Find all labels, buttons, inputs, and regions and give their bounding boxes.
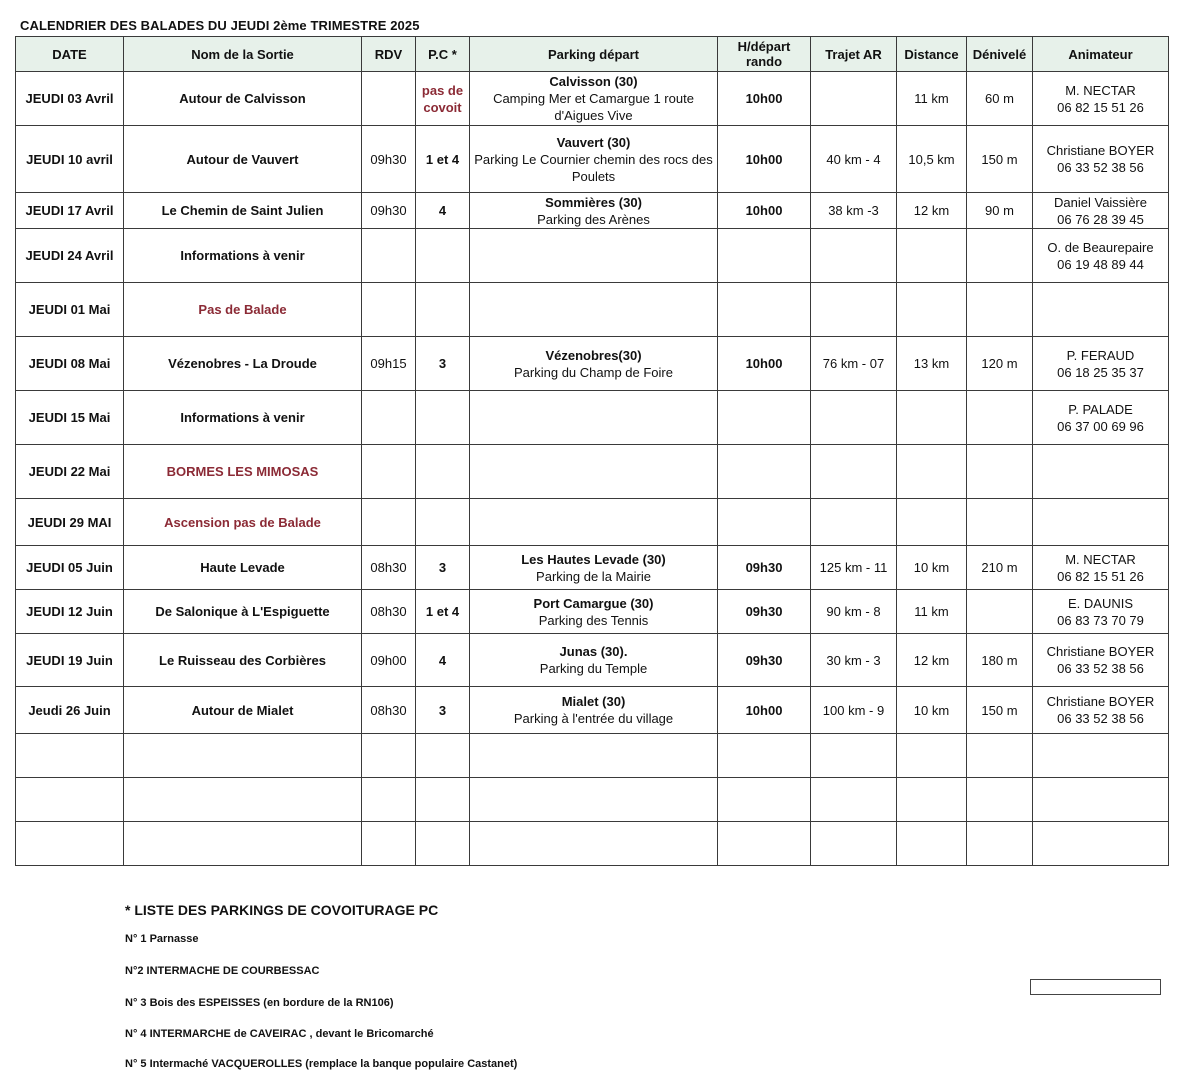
parking-town: Vézenobres(30) (545, 347, 642, 363)
table-row (16, 126, 1169, 193)
cell-date: JEUDI 01 Mai (16, 283, 124, 337)
cell-animateur (1033, 546, 1169, 590)
cell-rdv: 08h30 (362, 546, 416, 590)
cell-date: JEUDI 29 MAI (16, 499, 124, 546)
cell-name: Informations à venir (124, 229, 362, 283)
animateur-phone: 06 82 15 51 26 (1057, 568, 1144, 584)
cell-name: Pas de Balade (124, 283, 362, 337)
animateur-phone: 06 33 52 38 56 (1057, 711, 1144, 726)
empty-cell (718, 778, 811, 822)
cell-date: JEUDI 05 Juin (16, 546, 124, 590)
cell-parking (470, 229, 718, 283)
col-header-hdep: H/départ rando (718, 37, 811, 72)
animateur-name: Daniel Vaissière (1054, 194, 1147, 210)
cell-parking (470, 72, 718, 126)
empty-cell (16, 822, 124, 866)
cell-rdv (362, 72, 416, 126)
cell-rdv (362, 445, 416, 499)
cell-name: Ascension pas de Balade (124, 499, 362, 546)
cell-animateur (1033, 72, 1169, 126)
cell-pc (416, 283, 470, 337)
cell-trajet (811, 72, 897, 126)
cell-animateur (1033, 634, 1169, 687)
parking-town: Junas (30). (559, 644, 628, 659)
cell-distance (897, 283, 967, 337)
cell-pc (416, 499, 470, 546)
cell-rdv (362, 499, 416, 546)
cell-trajet: 76 km - 07 (811, 337, 897, 391)
cell-hdep: 10h00 (718, 72, 811, 126)
empty-cell (16, 734, 124, 778)
cell-denivele (967, 499, 1033, 546)
cell-parking (470, 126, 718, 193)
legend-heading: * LISTE DES PARKINGS DE COVOITURAGE PC (125, 902, 439, 918)
cell-pc (416, 391, 470, 445)
col-header-trajet: Trajet AR (811, 37, 897, 72)
cell-parking (470, 193, 718, 229)
empty-cell (897, 734, 967, 778)
empty-stamp-box (1030, 979, 1161, 995)
empty-cell (718, 822, 811, 866)
cell-rdv (362, 283, 416, 337)
cell-rdv: 09h30 (362, 193, 416, 229)
cell-date: JEUDI 24 Avril (16, 229, 124, 283)
table-row (16, 72, 1169, 126)
parking-detail: Parking du Temple (539, 661, 648, 676)
cell-date: JEUDI 08 Mai (16, 337, 124, 391)
cell-trajet (811, 499, 897, 546)
legend-item: N° 3 Bois des ESPEISSES (en bordure de la RN106) (125, 997, 394, 1009)
cell-hdep: 09h30 (718, 634, 811, 687)
cell-distance (897, 445, 967, 499)
cell-distance (897, 391, 967, 445)
cell-date: JEUDI 12 Juin (16, 590, 124, 634)
parking-town: Vauvert (30) (556, 134, 631, 150)
cell-hdep (718, 229, 811, 283)
cell-denivele: 60 m (967, 72, 1033, 126)
cell-rdv: 08h30 (362, 687, 416, 734)
animateur-phone: 06 33 52 38 56 (1057, 661, 1144, 676)
cell-parking (470, 546, 718, 590)
empty-cell (967, 822, 1033, 866)
parking-town: Les Hautes Levade (30) (521, 551, 666, 567)
cell-rdv: 09h15 (362, 337, 416, 391)
empty-cell (362, 734, 416, 778)
empty-cell (1033, 778, 1169, 822)
cell-animateur (1033, 229, 1169, 283)
animateur-name: P. PALADE (1068, 401, 1133, 417)
empty-cell (967, 734, 1033, 778)
animateur-phone: 06 76 28 39 45 (1057, 211, 1144, 227)
cell-denivele (967, 590, 1033, 634)
empty-cell (897, 822, 967, 866)
animateur-name: M. NECTAR (1065, 82, 1136, 98)
parking-detail: Camping Mer et Camargue 1 route d'Aigues Vive (493, 91, 694, 123)
parking-town: Port Camargue (30) (533, 595, 654, 611)
cell-parking (470, 283, 718, 337)
cell-pc (416, 229, 470, 283)
table-row (16, 283, 1169, 337)
cell-pc: 3 (416, 687, 470, 734)
cell-rdv (362, 391, 416, 445)
cell-parking (470, 499, 718, 546)
table-row (16, 687, 1169, 734)
cell-pc: 1 et 4 (416, 590, 470, 634)
cell-date: JEUDI 10 avril (16, 126, 124, 193)
cell-denivele (967, 229, 1033, 283)
cell-parking (470, 590, 718, 634)
animateur-phone: 06 83 73 70 79 (1057, 612, 1144, 628)
cell-parking (470, 687, 718, 734)
cell-name: Haute Levade (124, 546, 362, 590)
animateur-phone: 06 37 00 69 96 (1057, 418, 1144, 434)
cell-trajet: 90 km - 8 (811, 590, 897, 634)
col-header-pc: P.C * (416, 37, 470, 72)
table-header-row (16, 37, 1169, 72)
cell-pc (416, 445, 470, 499)
cell-animateur (1033, 193, 1169, 229)
cell-name: Le Chemin de Saint Julien (124, 193, 362, 229)
cell-date: Jeudi 26 Juin (16, 687, 124, 734)
legend-item: N° 5 Intermaché VACQUEROLLES (remplace la banque populaire Castanet) (125, 1058, 518, 1070)
animateur-phone: 06 33 52 38 56 (1057, 160, 1144, 175)
cell-distance (897, 499, 967, 546)
cell-distance: 12 km (897, 634, 967, 687)
cell-pc: 1 et 4 (416, 126, 470, 193)
cell-pc: 4 (416, 193, 470, 229)
col-header-parking: Parking départ (470, 37, 718, 72)
cell-distance: 10 km (897, 546, 967, 590)
cell-distance: 10 km (897, 687, 967, 734)
cell-denivele: 150 m (967, 126, 1033, 193)
empty-cell (124, 734, 362, 778)
table-row (16, 391, 1169, 445)
col-header-date: DATE (16, 37, 124, 72)
empty-cell (416, 822, 470, 866)
col-header-denivele: Dénivelé (967, 37, 1033, 72)
cell-trajet (811, 229, 897, 283)
animateur-name: O. de Beaurepaire (1047, 239, 1154, 255)
table-row (16, 590, 1169, 634)
cell-date: JEUDI 03 Avril (16, 72, 124, 126)
empty-cell (967, 778, 1033, 822)
animateur-phone: 06 18 25 35 37 (1057, 364, 1144, 380)
table-row (16, 193, 1169, 229)
cell-hdep: 09h30 (718, 590, 811, 634)
empty-row (16, 778, 1169, 822)
cell-trajet: 100 km - 9 (811, 687, 897, 734)
cell-rdv (362, 229, 416, 283)
cell-animateur (1033, 445, 1169, 499)
cell-date: JEUDI 17 Avril (16, 193, 124, 229)
parking-town: Mialet (30) (561, 694, 626, 709)
cell-distance: 12 km (897, 193, 967, 229)
cell-denivele: 120 m (967, 337, 1033, 391)
cell-animateur (1033, 337, 1169, 391)
cell-animateur (1033, 590, 1169, 634)
parking-detail: Parking des Tennis (538, 612, 649, 628)
cell-pc: 4 (416, 634, 470, 687)
table-row (16, 229, 1169, 283)
cell-distance: 13 km (897, 337, 967, 391)
cell-name: Vézenobres - La Droude (124, 337, 362, 391)
cell-distance: 10,5 km (897, 126, 967, 193)
cell-name: De Salonique à L'Espiguette (124, 590, 362, 634)
empty-cell (1033, 822, 1169, 866)
table-row (16, 337, 1169, 391)
cell-trajet: 38 km -3 (811, 193, 897, 229)
cell-pc: 3 (416, 546, 470, 590)
table-row (16, 634, 1169, 687)
cell-distance: 11 km (897, 72, 967, 126)
table-row (16, 546, 1169, 590)
empty-cell (470, 822, 718, 866)
cell-denivele: 90 m (967, 193, 1033, 229)
animateur-name: Christiane BOYER (1046, 644, 1155, 659)
cell-name: Informations à venir (124, 391, 362, 445)
parking-detail: Parking des Arènes (537, 211, 650, 227)
parking-detail: Parking du Champ de Foire (514, 364, 673, 380)
parking-detail: Parking Le Cournier chemin des rocs des Poulets (474, 151, 713, 184)
empty-row (16, 822, 1169, 866)
cell-rdv: 08h30 (362, 590, 416, 634)
empty-cell (811, 734, 897, 778)
col-header-animateur: Animateur (1033, 37, 1169, 72)
cell-trajet (811, 391, 897, 445)
cell-denivele (967, 283, 1033, 337)
col-header-distance: Distance (897, 37, 967, 72)
parking-detail: Parking à l'entrée du village (513, 711, 674, 726)
cell-animateur (1033, 126, 1169, 193)
empty-cell (470, 734, 718, 778)
cell-distance: 11 km (897, 590, 967, 634)
empty-cell (1033, 734, 1169, 778)
animateur-name: E. DAUNIS (1067, 595, 1133, 611)
cell-trajet: 30 km - 3 (811, 634, 897, 687)
cell-animateur (1033, 283, 1169, 337)
empty-cell (416, 734, 470, 778)
legend-item: N°2 INTERMACHE DE COURBESSAC (125, 965, 320, 977)
empty-cell (718, 734, 811, 778)
cell-animateur (1033, 687, 1169, 734)
cell-parking (470, 634, 718, 687)
cell-trajet: 40 km - 4 (811, 126, 897, 193)
cell-trajet (811, 283, 897, 337)
cell-distance (897, 229, 967, 283)
cell-parking (470, 445, 718, 499)
cell-denivele: 150 m (967, 687, 1033, 734)
cell-trajet (811, 445, 897, 499)
cell-name: Le Ruisseau des Corbières (124, 634, 362, 687)
cell-pc: pas de covoit (416, 72, 470, 126)
parking-town: Sommières (30) (545, 194, 642, 210)
cell-hdep (718, 445, 811, 499)
animateur-phone: 06 82 15 51 26 (1057, 99, 1144, 115)
empty-cell (124, 778, 362, 822)
cell-hdep (718, 499, 811, 546)
cell-hdep: 10h00 (718, 337, 811, 391)
page-title: CALENDRIER DES BALADES DU JEUDI 2ème TRIMESTRE 2025 (20, 18, 420, 33)
table-row (16, 499, 1169, 546)
cell-date: JEUDI 19 Juin (16, 634, 124, 687)
cell-hdep (718, 391, 811, 445)
empty-row (16, 734, 1169, 778)
cell-name: Autour de Vauvert (124, 126, 362, 193)
empty-cell (416, 778, 470, 822)
empty-cell (16, 778, 124, 822)
empty-cell (362, 778, 416, 822)
empty-cell (124, 822, 362, 866)
empty-cell (362, 822, 416, 866)
cell-rdv: 09h30 (362, 126, 416, 193)
cell-hdep: 10h00 (718, 687, 811, 734)
legend-item: N° 4 INTERMARCHE de CAVEIRAC , devant le Bricomarché (125, 1028, 434, 1040)
empty-cell (811, 778, 897, 822)
cell-name: Autour de Mialet (124, 687, 362, 734)
balades-table (15, 36, 1169, 866)
cell-trajet: 125 km - 11 (811, 546, 897, 590)
cell-denivele (967, 445, 1033, 499)
legend-item: N° 1 Parnasse (125, 933, 199, 945)
animateur-name: P. FERAUD (1066, 347, 1135, 363)
parking-detail: Parking de la Mairie (536, 568, 651, 584)
table-row (16, 445, 1169, 499)
cell-denivele: 180 m (967, 634, 1033, 687)
empty-cell (470, 778, 718, 822)
cell-hdep: 10h00 (718, 126, 811, 193)
cell-hdep: 10h00 (718, 193, 811, 229)
cell-name: BORMES LES MIMOSAS (124, 445, 362, 499)
parking-town: Calvisson (30) (549, 74, 638, 89)
cell-pc: 3 (416, 337, 470, 391)
cell-date: JEUDI 22 Mai (16, 445, 124, 499)
col-header-rdv: RDV (362, 37, 416, 72)
cell-hdep: 09h30 (718, 546, 811, 590)
animateur-name: Christiane BOYER (1046, 694, 1155, 709)
cell-denivele (967, 391, 1033, 445)
cell-parking (470, 391, 718, 445)
animateur-name: M. NECTAR (1065, 551, 1136, 567)
empty-cell (811, 822, 897, 866)
cell-date: JEUDI 15 Mai (16, 391, 124, 445)
cell-denivele: 210 m (967, 546, 1033, 590)
cell-parking (470, 337, 718, 391)
cell-animateur (1033, 391, 1169, 445)
animateur-name: Christiane BOYER (1046, 143, 1155, 158)
cell-hdep (718, 283, 811, 337)
cell-rdv: 09h00 (362, 634, 416, 687)
col-header-name: Nom de la Sortie (124, 37, 362, 72)
cell-name: Autour de Calvisson (124, 72, 362, 126)
empty-cell (897, 778, 967, 822)
cell-animateur (1033, 499, 1169, 546)
animateur-phone: 06 19 48 89 44 (1057, 256, 1144, 272)
